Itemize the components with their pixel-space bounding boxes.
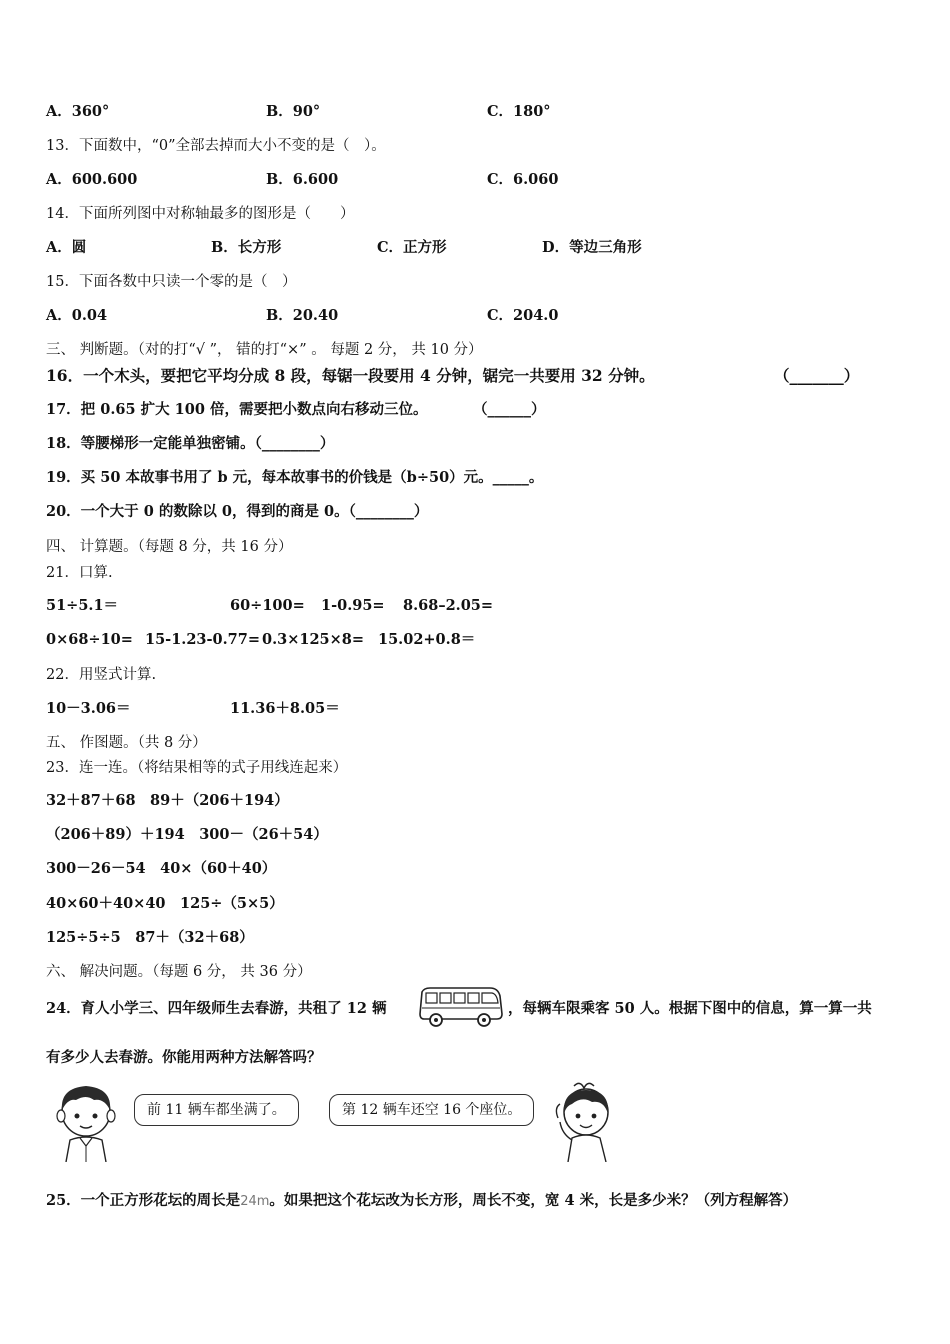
speech-bubble-right: 第 12 辆车还空 16 个座位。 (329, 1094, 534, 1126)
q22-item: 10－3.06＝ (46, 700, 131, 717)
q12-option-c: C．180° (487, 103, 551, 120)
q23-row: 40×60＋40×40 125÷（5×5） (46, 895, 284, 912)
q22-text: 22．用竖式计算. (46, 667, 157, 683)
q21-item: 0×68÷10= (46, 631, 133, 648)
girl-illustration (552, 1078, 622, 1162)
q14-option-c: C．正方形 (377, 239, 447, 256)
q16-text (46, 366, 860, 386)
section3-heading: 三、 判断题。（对的打“√ ”， 错的打“×” 。 每题 2 分， 共 10 分） (46, 342, 483, 358)
section5-heading: 五、 作图题。（共 8 分） (46, 735, 207, 751)
speech-bubble-left: 前 11 辆车都坐满了。 (134, 1094, 299, 1126)
q23-row: 125÷5÷5 87＋（32＋68） (46, 929, 254, 946)
q25-text-after: 。如果把这个花坛改为长方形，周长不变，宽 4 米，长是多少米？（列方程解答） (269, 1192, 798, 1209)
q13-option-a: A．600.600 (46, 171, 138, 188)
q24-line1 (46, 999, 872, 1019)
q24-text-before: 24．育人小学三、四年级师生去春游，共租了 12 辆 (46, 1000, 387, 1017)
q25-text (46, 1191, 797, 1212)
q21-text: 21．口算. (46, 565, 113, 581)
q14-option-a: A．圆 (46, 239, 87, 256)
q14-option-d: D．等边三角形 (542, 239, 642, 256)
q16-statement: 16．一个木头，要把它平均分成 8 段，每锯一段要用 4 分钟，锯完一共要用 32 分钟。 (46, 366, 655, 385)
q13-option-c: C．6.060 (487, 171, 559, 188)
q12-option-a: A．360° (46, 103, 110, 120)
q21-item: 51÷5.1＝ (46, 597, 119, 614)
q19-text: 19．买 50 本故事书用了 b 元，每本故事书的价钱是（b÷50）元。_____。 (46, 469, 544, 486)
q15-option-c: C．204.0 (487, 307, 559, 324)
q20-text: 20．一个大于 0 的数除以 0，得到的商是 0。（________） (46, 503, 429, 520)
q21-item: 1-0.95= (321, 597, 385, 614)
q21-item: 60÷100= (230, 597, 305, 614)
q23-row: 300－26－54 40×（60＋40） (46, 860, 277, 877)
section6-heading: 六、 解决问题。（每题 6 分， 共 36 分） (46, 964, 312, 980)
q21-item: 0.3×125×8= (262, 631, 365, 648)
q25-perimeter-value: 24m (240, 1194, 270, 1209)
q21-item: 15-1.23-0.77= (145, 631, 260, 648)
q16-answer-blank[interactable]: （_______） (774, 366, 860, 385)
q23-text: 23．连一连。（将结果相等的式子用线连起来） (46, 760, 348, 776)
q24-text-after: ，每辆车限乘客 50 人。根据下图中的信息，算一算一共 (508, 1000, 872, 1017)
q22-item: 11.36＋8.05＝ (230, 700, 340, 717)
section4-heading: 四、 计算题。（每题 8 分，共 16 分） (46, 539, 293, 555)
q18-text: 18．等腰梯形一定能单独密铺。（________） (46, 435, 335, 452)
q14-text: 14．下面所列图中对称轴最多的图形是（ ） (46, 206, 355, 222)
q15-text: 15．下面各数中只读一个零的是（ ） (46, 274, 297, 290)
q23-row: （206＋89）＋194 300－（26＋54） (46, 826, 328, 843)
q25-text-before: 25．一个正方形花坛的周长是 (46, 1192, 241, 1209)
q12-option-b: B．90° (266, 103, 321, 120)
q21-item: 15.02+0.8＝ (378, 631, 476, 648)
q13-option-b: B．6.600 (266, 171, 339, 188)
q23-row: 32＋87＋68 89＋（206＋194） (46, 792, 289, 809)
q17-statement: 17．把 0.65 扩大 100 倍，需要把小数点向右移动三位。 (46, 401, 428, 418)
boy-illustration (46, 1080, 126, 1162)
q17-text (46, 400, 546, 420)
q14-option-b: B．长方形 (211, 239, 282, 256)
q17-answer-blank[interactable]: （______） (473, 401, 546, 418)
q21-item: 8.68–2.05= (403, 597, 494, 614)
q13-text: 13．下面数中，“0”全部去掉而大小不变的是（ ）。 (46, 138, 386, 154)
q15-option-b: B．20.40 (266, 307, 339, 324)
bus-icon (416, 984, 504, 1030)
q15-option-a: A．0.04 (46, 307, 108, 324)
q24-line2: 有多少人去春游。你能用两种方法解答吗？ (46, 1049, 322, 1066)
